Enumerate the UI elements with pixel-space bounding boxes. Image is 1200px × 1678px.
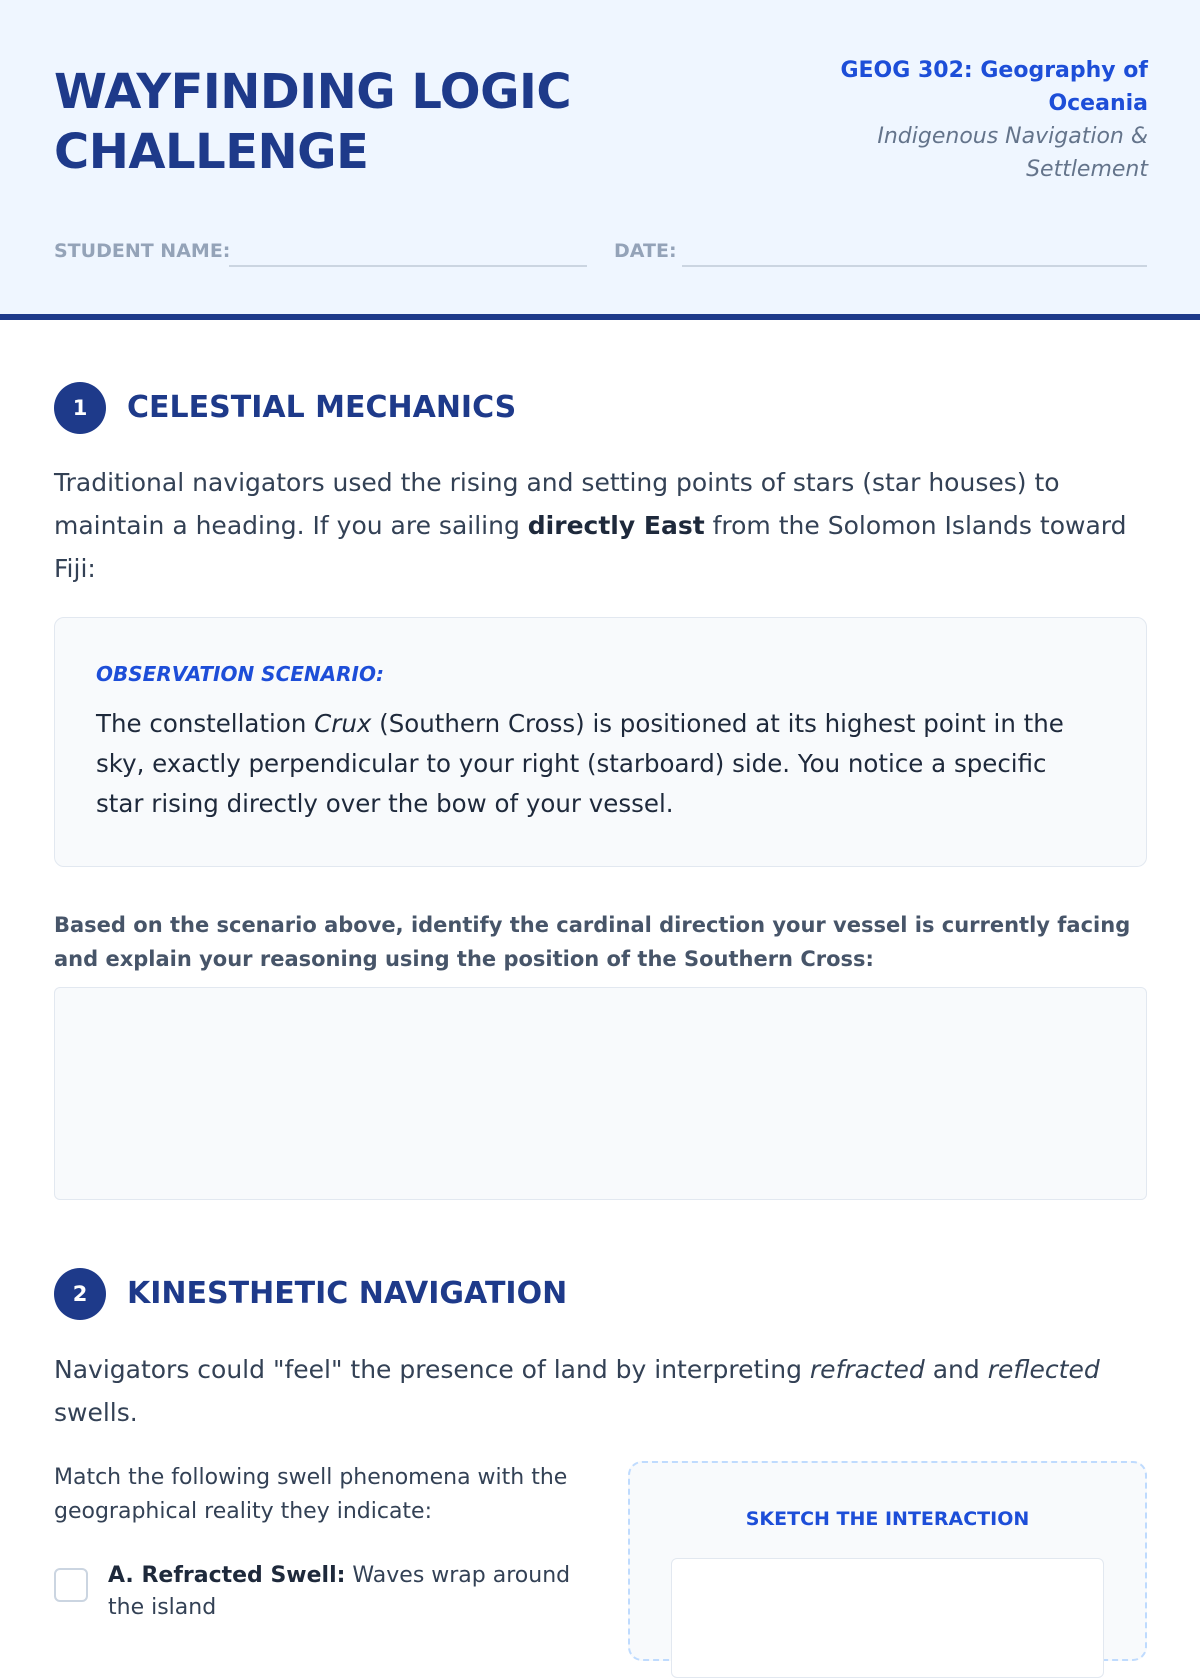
match-checkbox[interactable] — [54, 1568, 88, 1602]
date-field[interactable] — [682, 265, 1147, 267]
date-label: DATE: — [614, 240, 677, 262]
sketch-panel — [628, 1461, 1147, 1661]
worksheet-header — [0, 0, 1200, 320]
course-code: GEOG 302: Geography of Oceania — [840, 58, 1148, 116]
course-subtitle: Indigenous Navigation & Settlement — [877, 124, 1148, 182]
sketch-label: SKETCH THE INTERACTION — [745, 1508, 1030, 1530]
section-2-intro: Navigators could "feel" the presence of land by interpreting refracted and reflected swells. — [54, 1355, 1100, 1427]
answer-textarea[interactable] — [54, 987, 1147, 1200]
section-number-badge: 1 — [54, 382, 106, 434]
scenario-label: OBSERVATION SCENARIO: — [96, 662, 384, 686]
match-item-text: A. Refracted Swell: Waves wrap around the island — [108, 1563, 571, 1620]
section-number-badge: 2 — [54, 1268, 106, 1320]
sketch-canvas[interactable] — [671, 1558, 1104, 1678]
section-title: CELESTIAL MECHANICS — [127, 390, 517, 425]
match-instructions: Match the following swell phenomena with the geographical reality they indicate: — [54, 1465, 568, 1524]
emphasis-text: directly East — [527, 511, 705, 540]
student-name-field[interactable] — [229, 265, 587, 267]
student-name-label: STUDENT NAME: — [54, 240, 231, 262]
page-title: WAYFINDING LOGIC CHALLENGE — [54, 64, 572, 180]
section-title: KINESTHETIC NAVIGATION — [127, 1276, 568, 1311]
question-prompt: Based on the scenario above, identify the cardinal direction your vessel is currently facing and explain your reasoning using the position of the Southern Cross: — [54, 913, 1131, 971]
observation-scenario-box — [54, 617, 1147, 867]
scenario-text: The constellation Crux (Southern Cross) is positioned at its highest point in the sky, exactly perpendicular to your right (starboard) side. You notice a specific star rising directly over the bow of your vessel. — [96, 709, 1064, 818]
section-1-intro: Traditional navigators used the rising and setting points of stars (star houses) to maintain a heading. If you are sailing directly East from the Solomon Islands toward Fiji: — [54, 468, 1127, 583]
match-item — [54, 1560, 594, 1620]
constellation-name: Crux — [314, 709, 372, 738]
